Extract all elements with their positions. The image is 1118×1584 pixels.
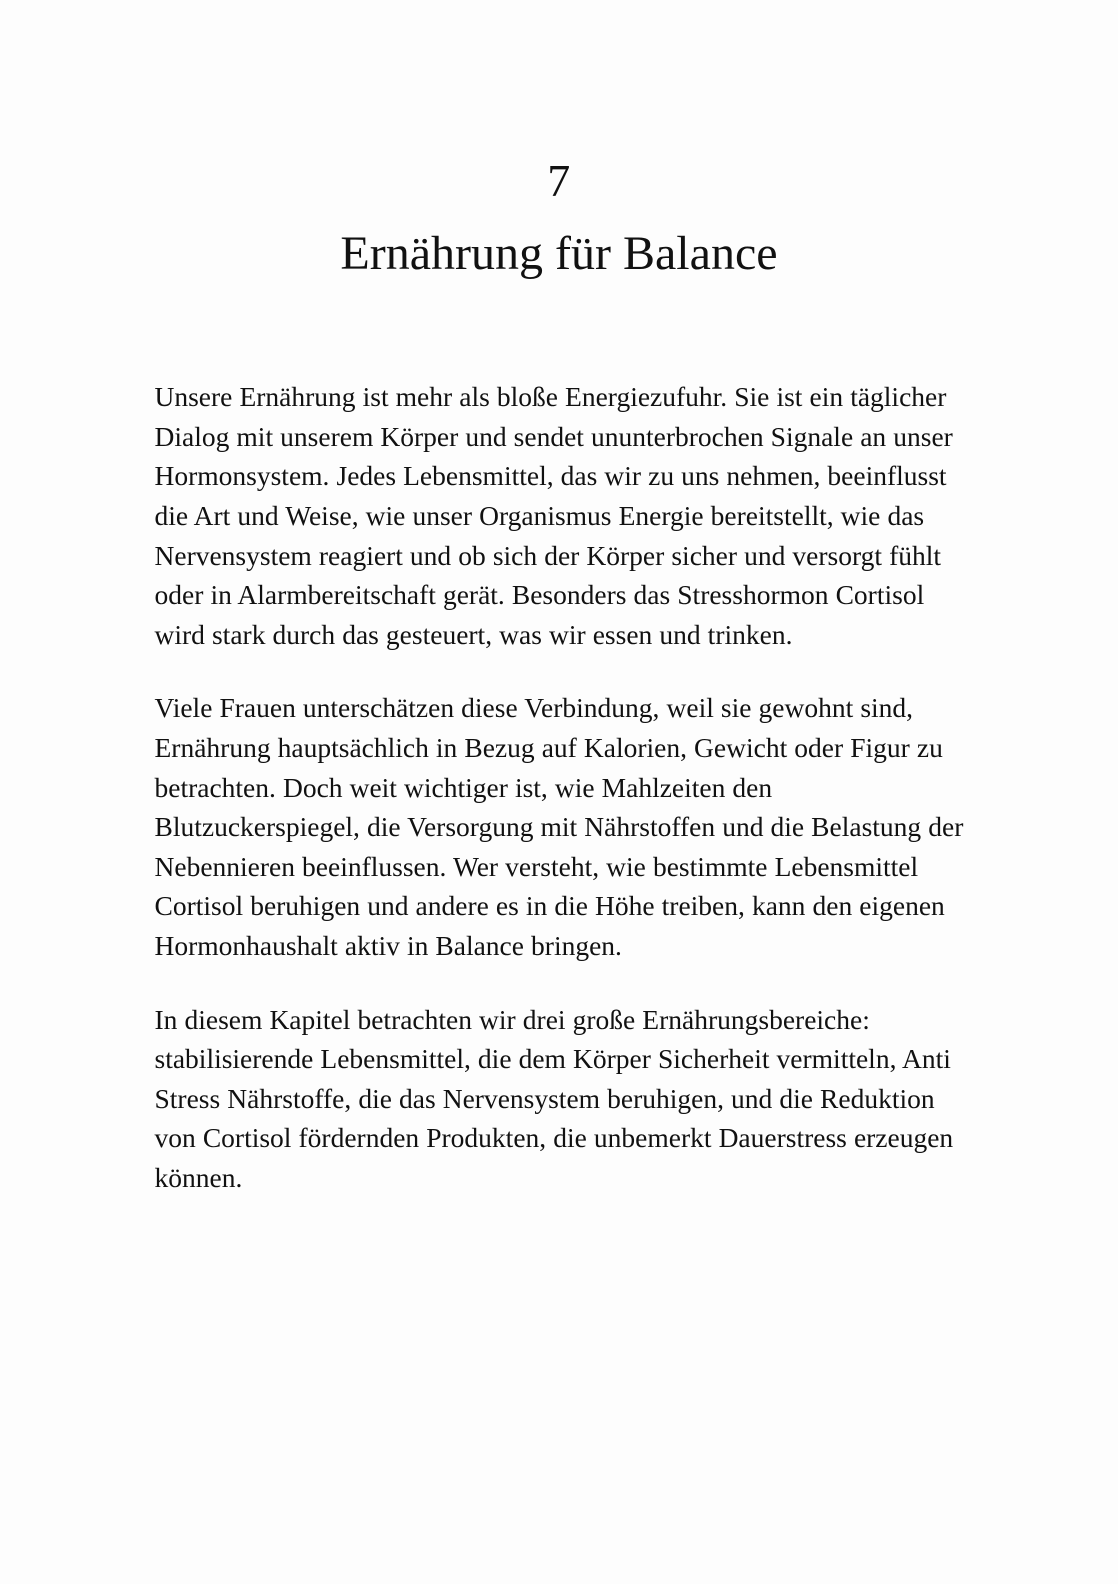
chapter-number: 7: [547, 155, 571, 206]
body-text: [154, 281, 965, 1197]
page-title: Ernährung für Balance: [340, 227, 778, 280]
paragraph: In diesem Kapitel betrachten wir drei große Ernährungsbereiche: stabilisierende Lebensmittel, die dem Körper Sicherheit vermitteln, Anti Stress Nährstoffe, die das Nervensystem beruhigen, und die Reduktion von Cortisol fördernden Produkten, die unbemerkt Dauerstress erzeugen können.: [154, 1003, 954, 1193]
paragraph: Viele Frauen unterschätzen diese Verbindung, weil sie gewohnt sind, Ernährung hauptsächlich in Bezug auf Kalorien, Gewicht oder Figur zu betrachten. Doch weit wichtiger ist, wie Mahlzeiten den Blutzuckerspiegel, die Versorgung mit Nährstoffen und die Belastung der Nebennieren beeinflussen. Wer versteht, wie bestimmte Lebensmittel Cortisol beruhigen und andere es in die Höhe treiben, kann den eigenen Hormonhaushalt aktiv in Balance bringen.: [154, 692, 964, 961]
title-body-spacer: [155, 281, 965, 377]
paragraph: Unsere Ernährung ist mehr als bloße Energiezufuhr. Sie ist ein täglicher Dialog mit unserem Körper und sendet ununterbrochen Signale an unser Hormonsystem. Jedes Lebensmittel, das wir zu uns nehmen, beeinflusst die Art und Weise, wie unser Organismus Energie bereitstellt, wie das Nervensystem reagiert und ob sich der Körper sicher und versorgt fühlt oder in Alarmbereitschaft gerät. Besonders das Stresshormon Cortisol wird stark durch das gesteuert, was wir essen und trinken.: [154, 381, 953, 650]
